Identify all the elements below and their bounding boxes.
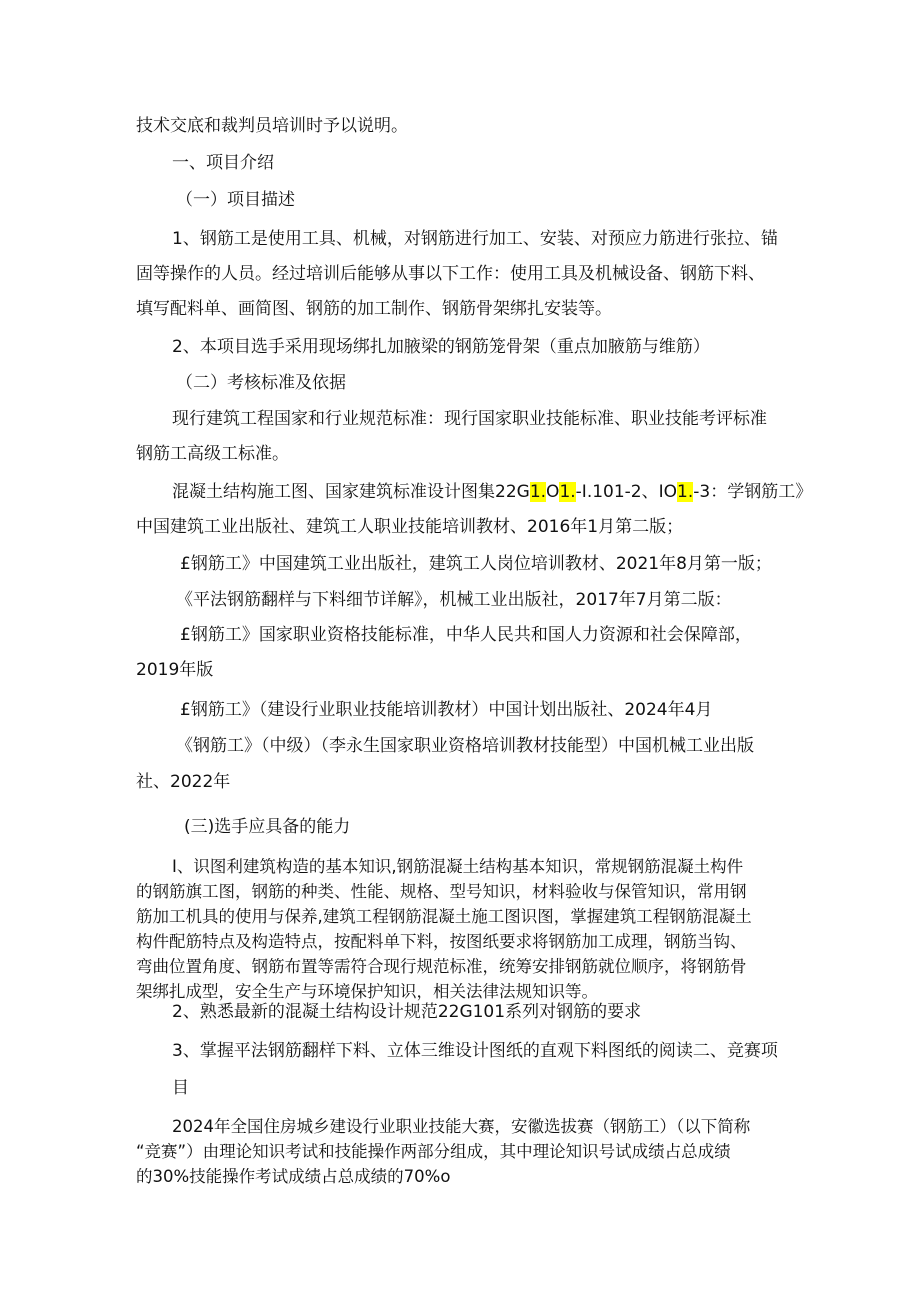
text-line: 社、2022年 — [136, 772, 231, 792]
text-line: I、识图利建筑构造的基本知识,钢筋混凝土结构基本知识，常规钢筋混凝土构件 — [172, 857, 744, 876]
subsection-heading: （二）考核标准及依据 — [176, 373, 346, 393]
highlight-span: 1. — [559, 482, 576, 502]
text-line: 的钢筋旗工图，钢筋的种类、性能、规格、型号知识，材料验收与保管知识，常用钢 — [136, 882, 747, 901]
text-line: £钢筋工》国家职业资格技能标准，中华人民共和国人力资源和社会保障部， — [180, 625, 752, 645]
text-line: £钢筋工》（建设行业职业技能培训教材）中国计划出版社、2024年4月 — [180, 700, 713, 720]
text-line: 填写配料单、画简图、钢筋的加工制作、钢筋骨架绑扎安装等。 — [136, 299, 612, 319]
text-line: 构件配筋特点及构造特点，按配料单下料，按图纸要求将钢筋加工成理，钢筋当钩、 — [136, 932, 747, 951]
text-line: £钢筋工》中国建筑工业出版社，建筑工人岗位培训教材、2021年8月第一版； — [180, 554, 772, 574]
text-line: 固等操作的人员。经过培训后能够从事以下工作：使用工具及机械设备、钢筋下料、 — [136, 264, 765, 284]
highlight-span: 1. — [677, 482, 694, 502]
section-heading: 一、项目介绍 — [172, 153, 274, 173]
text-line: 2、熟悉最新的混凝土结构设计规范22G101系列对钢筋的要求 — [172, 1002, 642, 1022]
highlight-span: 1. — [529, 482, 547, 502]
text-line: 《平法钢筋翻样与下料细节详解》，机械工业出版社，2017年7月第二版： — [176, 590, 732, 610]
text-line: 1、钢筋工是使用工具、机械，对钢筋进行加工、安装、对预应力筋进行张拉、锚 — [172, 229, 778, 249]
subsection-heading: (三)选手应具备的能力 — [184, 817, 351, 837]
text-line: 现行建筑工程国家和行业规范标准：现行国家职业技能标准、职业技能考评标准 — [172, 409, 767, 429]
text-line: 筋加工机具的使用与保养,建筑工程钢筋混凝土施工图识图，掌握建筑工程钢筋混凝土 — [136, 907, 752, 926]
text-span: O — [546, 482, 560, 502]
text-line: 钢筋工高级工标准。 — [136, 444, 289, 464]
text-line: 的30%技能操作考试成绩占总成绩的70%o — [136, 1167, 451, 1186]
text-line: 目 — [172, 1078, 189, 1098]
text-line-highlighted — [172, 480, 812, 504]
text-line: 《钢筋工》（中级）（李永生国家职业资格培训教材技能型）中国机械工业出版 — [176, 736, 754, 756]
text-line: 2、本项目选手采用现场绑扎加腋梁的钢筋笼骨架（重点加腋筋与维筋） — [172, 337, 710, 357]
text-span: -3：学钢筋工》 — [693, 482, 813, 502]
text-span: 混凝土结构施工图、国家建筑标准设计图集22G — [172, 482, 530, 502]
text-line: 2024年全国住房城乡建设行业职业技能大赛，安徽选拔赛（钢筋工）（以下简称 — [172, 1117, 751, 1136]
text-line: “竞赛”）由理论知识考试和技能操作两部分组成，其中理论知识号试成绩占总成绩 — [136, 1142, 731, 1161]
text-line: 3、掌握平法钢筋翻样下料、立体三维设计图纸的直观下料图纸的阅读二、竞赛项 — [172, 1041, 778, 1061]
text-line: 弯曲位置角度、钢筋布置等需符合现行规范标准，统筹安排钢筋就位顺序，将钢筋骨 — [136, 957, 747, 976]
text-line: 架绑扎成型，安全生产与环境保护知识，相关法律法规知识等。 — [136, 982, 598, 1001]
text-line: 中国建筑工业出版社、建筑工人职业技能培训教材、2016年1月第二版； — [136, 517, 684, 537]
text-line: 技术交底和裁判员培训时予以说明。 — [136, 116, 408, 136]
subsection-heading: （一）项目描述 — [176, 190, 295, 210]
text-span: -I.101-2、IO — [575, 482, 678, 502]
text-line: 2019年版 — [136, 660, 214, 680]
